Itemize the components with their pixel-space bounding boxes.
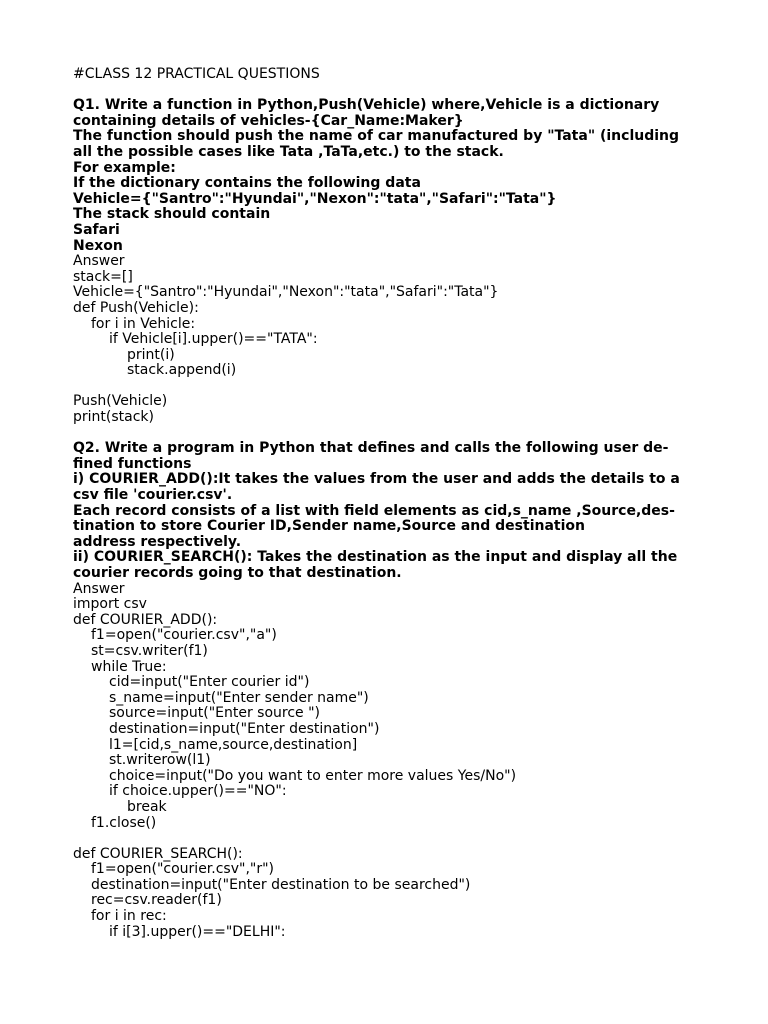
code-line: l1=[cid,s_name,source,destination] bbox=[109, 736, 358, 753]
code-line: Push(Vehicle) bbox=[73, 393, 168, 410]
question-text-line: Q2. Write a program in Python that defines and calls the following user de- bbox=[73, 440, 669, 457]
question-text-line: Vehicle={"Santro":"Hyundai","Nexon":"tata","Safari":"Tata"} bbox=[73, 190, 557, 207]
code-line: if Vehicle[i].upper()=="TATA": bbox=[109, 331, 318, 348]
question-text-line: containing details of vehicles-{Car_Name:Maker} bbox=[73, 112, 464, 129]
question-text-line: address respectively. bbox=[73, 533, 242, 550]
question-text-line: courier records going to that destination. bbox=[73, 565, 402, 581]
code-line: stack.append(i) bbox=[127, 362, 237, 379]
question-2 bbox=[73, 441, 733, 940]
answer-label: Answer bbox=[73, 253, 125, 270]
spacer bbox=[73, 83, 733, 99]
question-text-line: If the dictionary contains the following data bbox=[73, 175, 421, 192]
question-text-line: fined functions bbox=[73, 455, 192, 472]
question-text-line: tination to store Courier ID,Sender name,Source and destination bbox=[73, 518, 585, 535]
code-line: def Push(Vehicle): bbox=[73, 299, 199, 316]
code-line: while True: bbox=[91, 658, 167, 675]
code-line: f1.close() bbox=[91, 814, 157, 831]
question-text-line: Each record consists of a list with field elements as cid,s_name ,Source,des- bbox=[73, 502, 675, 519]
code-line: s_name=input("Enter sender name") bbox=[109, 689, 369, 706]
question-text-line: ii) COURIER_SEARCH(): Takes the destination as the input and display all the bbox=[73, 549, 678, 566]
code-line: st=csv.writer(f1) bbox=[91, 642, 208, 659]
document-title: #CLASS 12 PRACTICAL QUESTIONS bbox=[73, 66, 320, 82]
question-text-line: The function should push the name of car manufactured by "Tata" (including bbox=[73, 128, 680, 145]
question-text-line: Nexon bbox=[73, 237, 123, 254]
code-line: stack=[] bbox=[73, 268, 133, 285]
code-line: f1=open("courier.csv","r") bbox=[91, 861, 274, 878]
question-1 bbox=[73, 98, 733, 425]
code-line: source=input("Enter source ") bbox=[109, 705, 321, 722]
question-text-line: csv file 'courier.csv'. bbox=[73, 487, 233, 504]
code-line: for i in Vehicle: bbox=[91, 315, 196, 332]
code-line: Vehicle={"Santro":"Hyundai","Nexon":"tata","Safari":"Tata"} bbox=[73, 284, 499, 301]
question-text-line: For example: bbox=[73, 159, 176, 176]
code-line: f1=open("courier.csv","a") bbox=[91, 627, 277, 644]
code-line: def COURIER_SEARCH(): bbox=[73, 845, 243, 862]
question-text-line: i) COURIER_ADD():It takes the values from the user and adds the details to a bbox=[73, 471, 680, 488]
code-line: print(stack) bbox=[73, 409, 154, 426]
code-block bbox=[73, 597, 733, 940]
code-block bbox=[73, 270, 733, 426]
code-line: break bbox=[127, 798, 167, 815]
code-line: st.writerow(l1) bbox=[109, 752, 211, 769]
code-line: destination=input("Enter destination to be searched") bbox=[91, 876, 471, 893]
question-text-line: all the possible cases like Tata ,TaTa,etc.) to the stack. bbox=[73, 143, 504, 160]
spacer bbox=[73, 426, 733, 442]
code-line: cid=input("Enter courier id") bbox=[109, 674, 310, 691]
code-line: import csv bbox=[73, 596, 147, 613]
code-line: choice=input("Do you want to enter more values Yes/No") bbox=[109, 767, 517, 784]
code-line bbox=[73, 831, 733, 847]
code-line: rec=csv.reader(f1) bbox=[91, 892, 222, 909]
code-line: def COURIER_ADD(): bbox=[73, 611, 218, 628]
code-line: destination=input("Enter destination") bbox=[109, 720, 380, 737]
code-line: print(i) bbox=[127, 346, 175, 363]
answer-label: Answer bbox=[73, 580, 125, 597]
code-line: if choice.upper()=="NO": bbox=[109, 783, 287, 800]
question-text-line: Q1. Write a function in Python,Push(Vehicle) where,Vehicle is a dictionary bbox=[73, 97, 660, 114]
code-line: for i in rec: bbox=[91, 908, 167, 925]
question-text-line: The stack should contain bbox=[73, 206, 271, 223]
question-text-line: Safari bbox=[73, 221, 120, 238]
code-line bbox=[73, 379, 733, 395]
code-line: if i[3].upper()=="DELHI": bbox=[109, 923, 286, 940]
document-body bbox=[73, 67, 733, 940]
